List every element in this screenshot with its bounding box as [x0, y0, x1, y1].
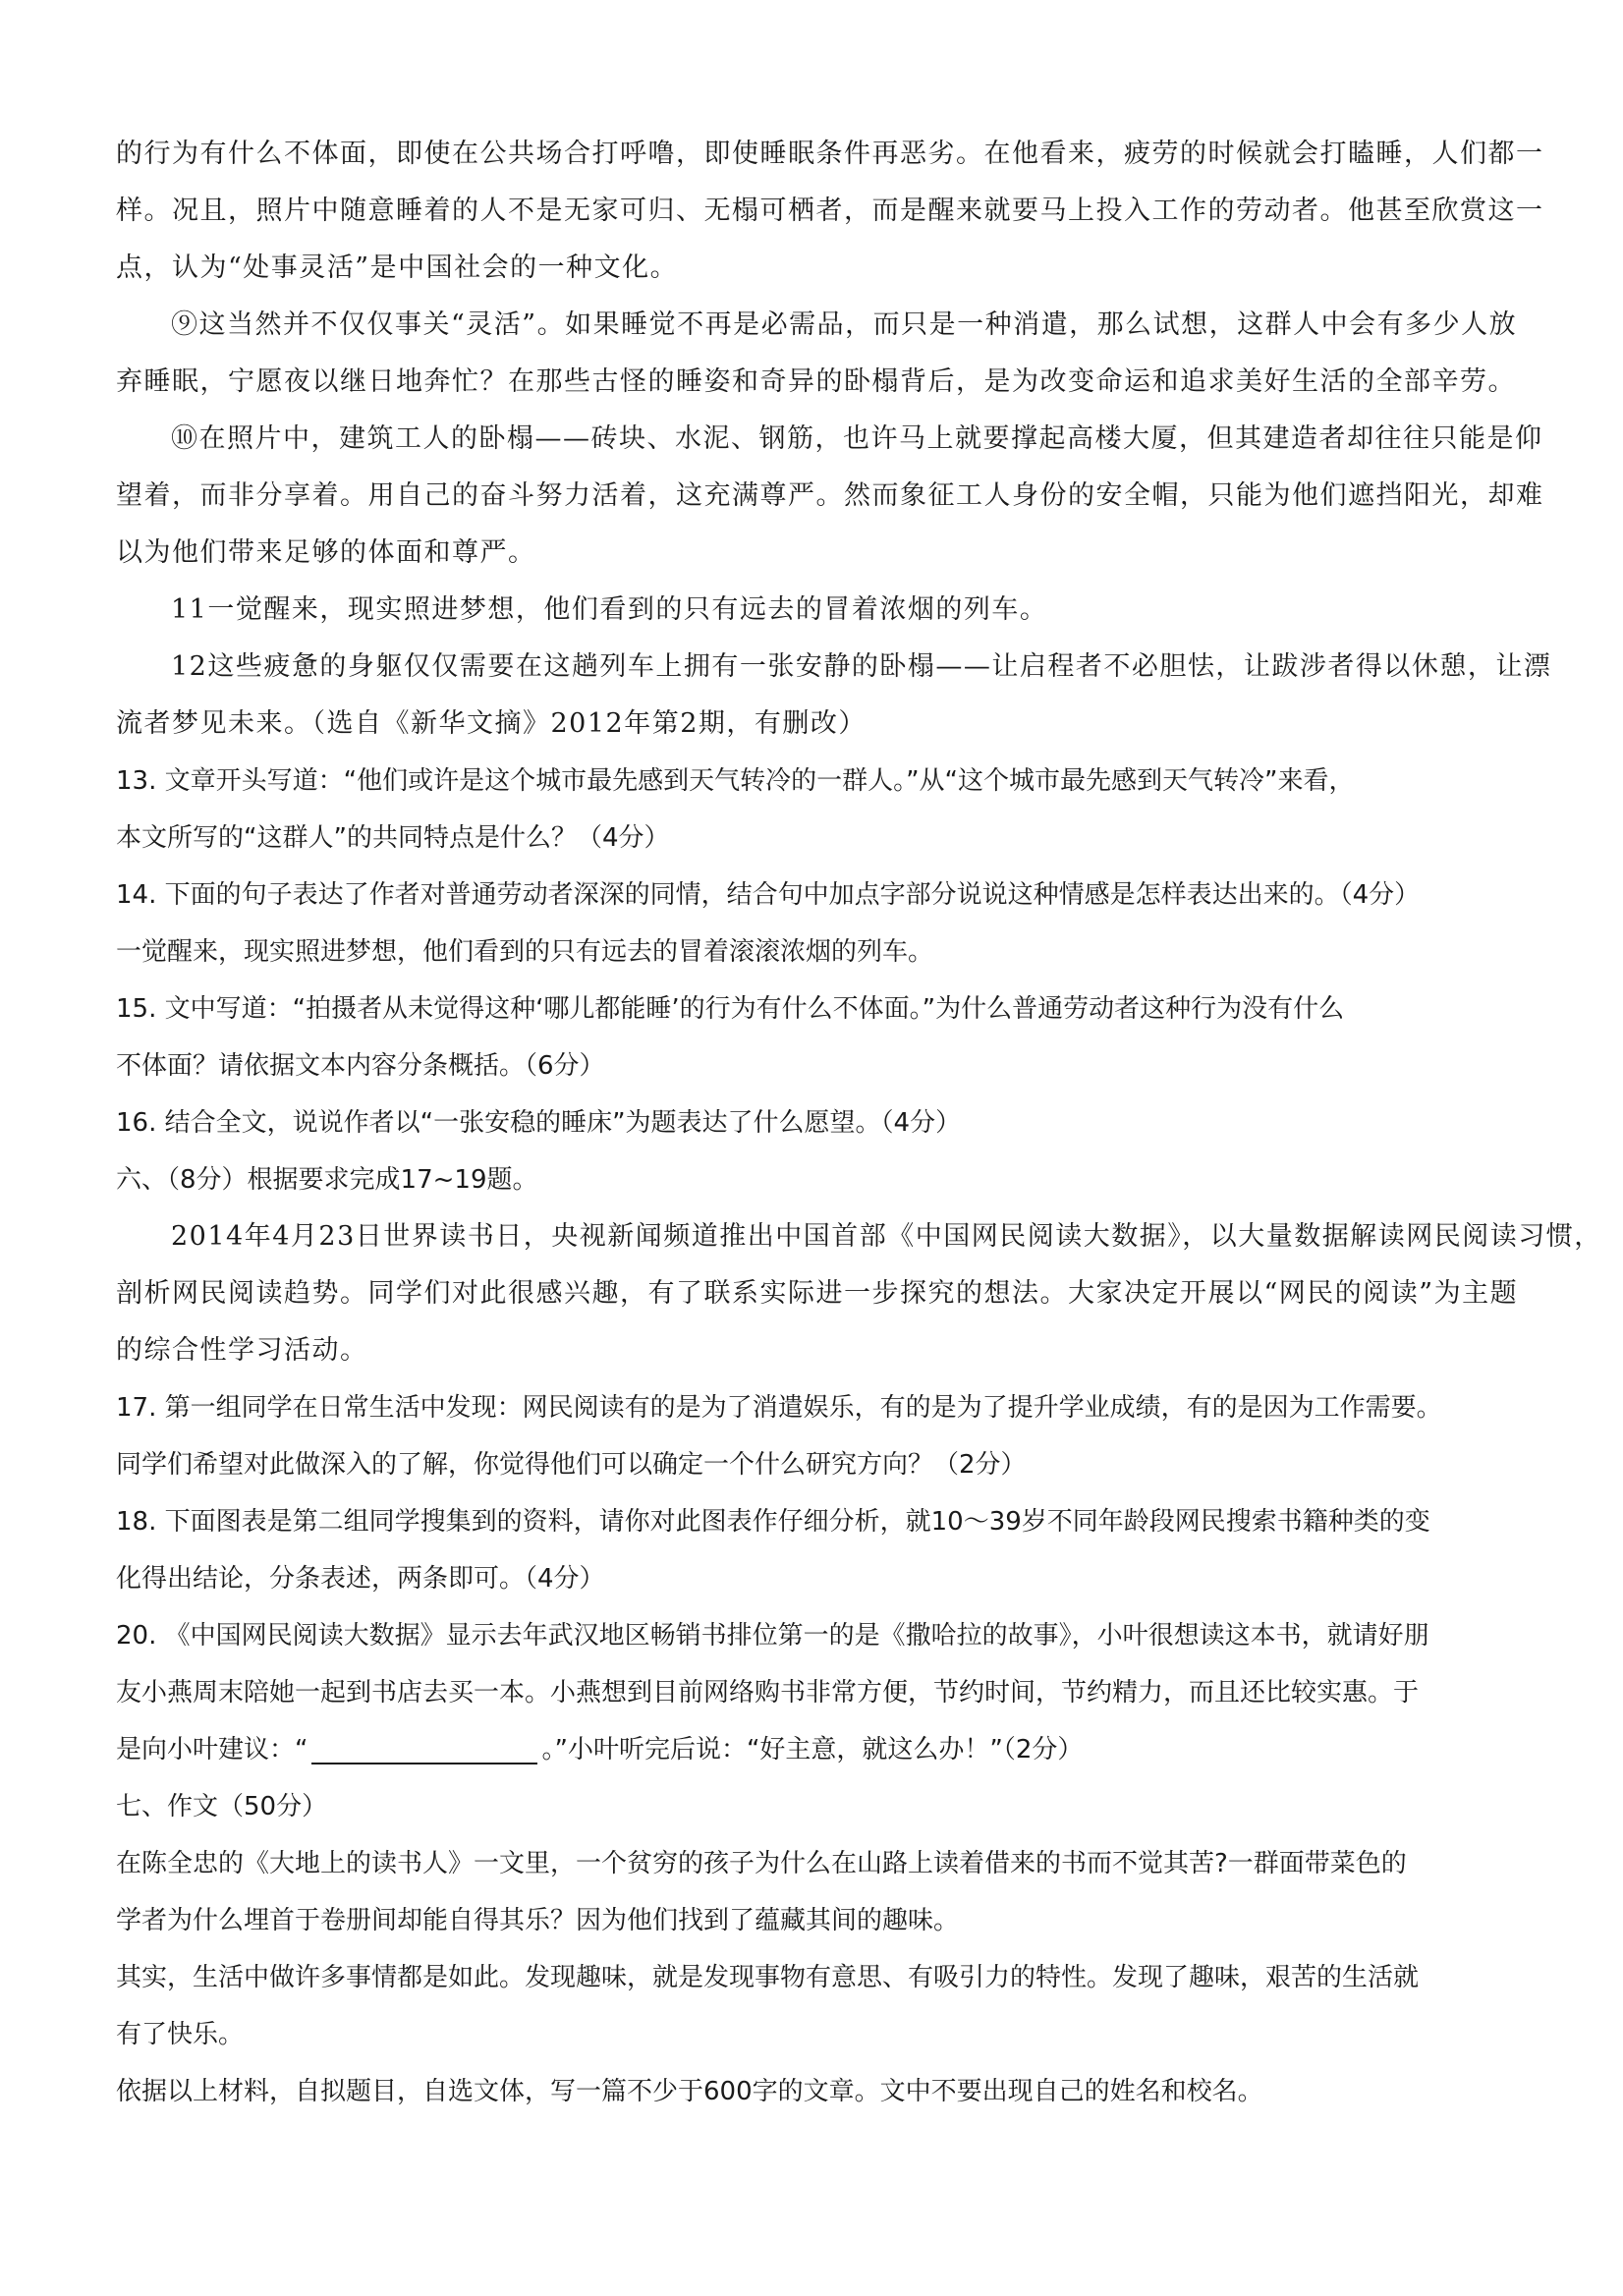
question-14-line-1: 14. 下面的句子表达了作者对普通劳动者深深的同情，结合句中加点字部分说说这种情感是怎样表达出来的。（4分）: [116, 880, 1421, 910]
essay-prompt-line-1: 在陈全忠的《大地上的读书人》一文里，一个贫穷的孩子为什么在山路上读着借来的书而不觉其苦?一群面带菜色的: [116, 1849, 1407, 1878]
passage-p8-line-3: 点，认为“处事灵活”是中国社会的一种文化。: [116, 252, 679, 283]
section-6-intro-line-1: 2014年4月23日世界读书日，央视新闻频道推出中国首部《中国网民阅读大数据》，以大量数据解读网民阅读习惯，: [171, 1221, 1602, 1252]
section-7-heading: 七、作文（50分）: [116, 1792, 328, 1821]
question-13-line-2: 本文所写的“这群人”的共同特点是什么？（4分）: [116, 823, 670, 853]
question-13-line-1: 13. 文章开头写道：“他们或许是这个城市最先感到天气转冷的一群人。”从“这个城市最先感到天气转冷”来看，: [116, 766, 1355, 796]
question-20-line-3: [116, 1721, 1531, 1778]
section-6-heading: 六、（8分）根据要求完成17~19题。: [116, 1165, 538, 1195]
question-20-line-1: 20. 《中国网民阅读大数据》显示去年武汉地区畅销书排位第一的是《撒哈拉的故事》，小叶很想读这本书，就请好朋: [116, 1621, 1429, 1651]
passage-p12-line-2: 流者梦见未来。（选自《新华文摘》2012年第2期，有删改）: [116, 708, 867, 739]
question-16-line-1: 16. 结合全文，说说作者以“一张安稳的睡床”为题表达了什么愿望。（4分）: [116, 1108, 962, 1138]
essay-prompt-line-2: 学者为什么埋首于卷册间却能自得其乐？因为他们找到了蕴藏其间的趣味。: [116, 1906, 960, 1935]
answer-blank[interactable]: [311, 1737, 537, 1764]
question-20-line-2: 友小燕周末陪她一起到书店去买一本。小燕想到目前网络购书非常方便，节约时间，节约精力，而且还比较实惠。于: [116, 1678, 1420, 1708]
passage-p9-line-1: ⑨这当然并不仅仅事关“灵活”。如果睡觉不再是必需品，而只是一种消遣，那么试想，这群人中会有多少人放: [171, 309, 1518, 340]
question-15-line-1: 15. 文中写道：“拍摄者从未觉得这种‘哪儿都能睡’的行为有什么不体面。”为什么普通劳动者这种行为没有什么: [116, 994, 1345, 1024]
passage-p10-line-3: 以为他们带来足够的体面和尊严。: [116, 537, 536, 568]
essay-prompt-line-3: 其实，生活中做许多事情都是如此。发现趣味，就是发现事物有意思、有吸引力的特性。发现了趣味，艰苦的生活就: [116, 1963, 1420, 1992]
question-15-line-2: 不体面？请依据文本内容分条概括。（6分）: [116, 1051, 605, 1081]
passage-p10-line-1: ⑩在照片中，建筑工人的卧榻——砖块、水泥、钢筋，也许马上就要撑起高楼大厦，但其建造者却往往只能是仰: [171, 423, 1543, 454]
passage-p9-line-2: 弃睡眠，宁愿夜以继日地奔忙？在那些古怪的睡姿和奇异的卧榻背后，是为改变命运和追求美好生活的全部辛劳。: [116, 366, 1516, 397]
question-17-line-1: 17. 第一组同学在日常生活中发现：网民阅读有的是为了消遣娱乐，有的是为了提升学业成绩，有的是因为工作需要。: [116, 1393, 1442, 1423]
passage-p8-line-1: 的行为有什么不体面，即使在公共场合打呼噜，即使睡眠条件再恶劣。在他看来，疲劳的时候就会打瞌睡，人们都一: [116, 139, 1544, 169]
essay-prompt-line-4: 有了快乐。: [116, 2020, 245, 2049]
passage-p12-line-1: 12这些疲惫的身躯仅仅需要在这趟列车上拥有一张安静的卧榻——让启程者不必胆怯，让跋涉者得以休憩，让漂: [171, 651, 1552, 682]
question-18-line-2: 化得出结论，分条表述，两条即可。（4分）: [116, 1564, 605, 1594]
section-6-intro-line-2: 剖析网民阅读趋势。同学们对此很感兴趣，有了联系实际进一步探究的想法。大家决定开展以“网民的阅读”为主题: [116, 1278, 1519, 1309]
question-20-suffix: 。”小叶听完后说：“好主意，就这么办！”（2分）: [541, 1735, 1084, 1764]
question-18-line-1: 18. 下面图表是第二组同学搜集到的资料，请你对此图表作仔细分析，就10～39岁不同年龄段网民搜索书籍种类的变: [116, 1507, 1430, 1537]
section-6-intro-line-3: 的综合性学习活动。: [116, 1335, 368, 1366]
exam-page: [116, 126, 1602, 2120]
passage-p11-line-1: 11一觉醒来，现实照进梦想，他们看到的只有远去的冒着浓烟的列车。: [171, 594, 1048, 625]
passage-p10-line-2: 望着，而非分享着。用自己的奋斗努力活着，这充满尊严。然而象征工人身份的安全帽，只能为他们遮挡阳光，却难: [116, 480, 1544, 511]
passage-p8-line-2: 样。况且，照片中随意睡着的人不是无家可归、无榻可栖者，而是醒来就要马上投入工作的劳动者。他甚至欣赏这一: [116, 196, 1544, 226]
question-20-prefix: 是向小叶建议：“: [116, 1735, 308, 1764]
essay-prompt-line-5: 依据以上材料，自拟题目，自选文体，写一篇不少于600字的文章。文中不要出现自己的姓名和校名。: [116, 2077, 1263, 2106]
question-17-line-2: 同学们希望对此做深入的了解，你觉得他们可以确定一个什么研究方向？（2分）: [116, 1450, 1027, 1480]
question-14-quote: 一觉醒来，现实照进梦想，他们看到的只有远去的冒着滚滚浓烟的列车。: [116, 937, 934, 967]
